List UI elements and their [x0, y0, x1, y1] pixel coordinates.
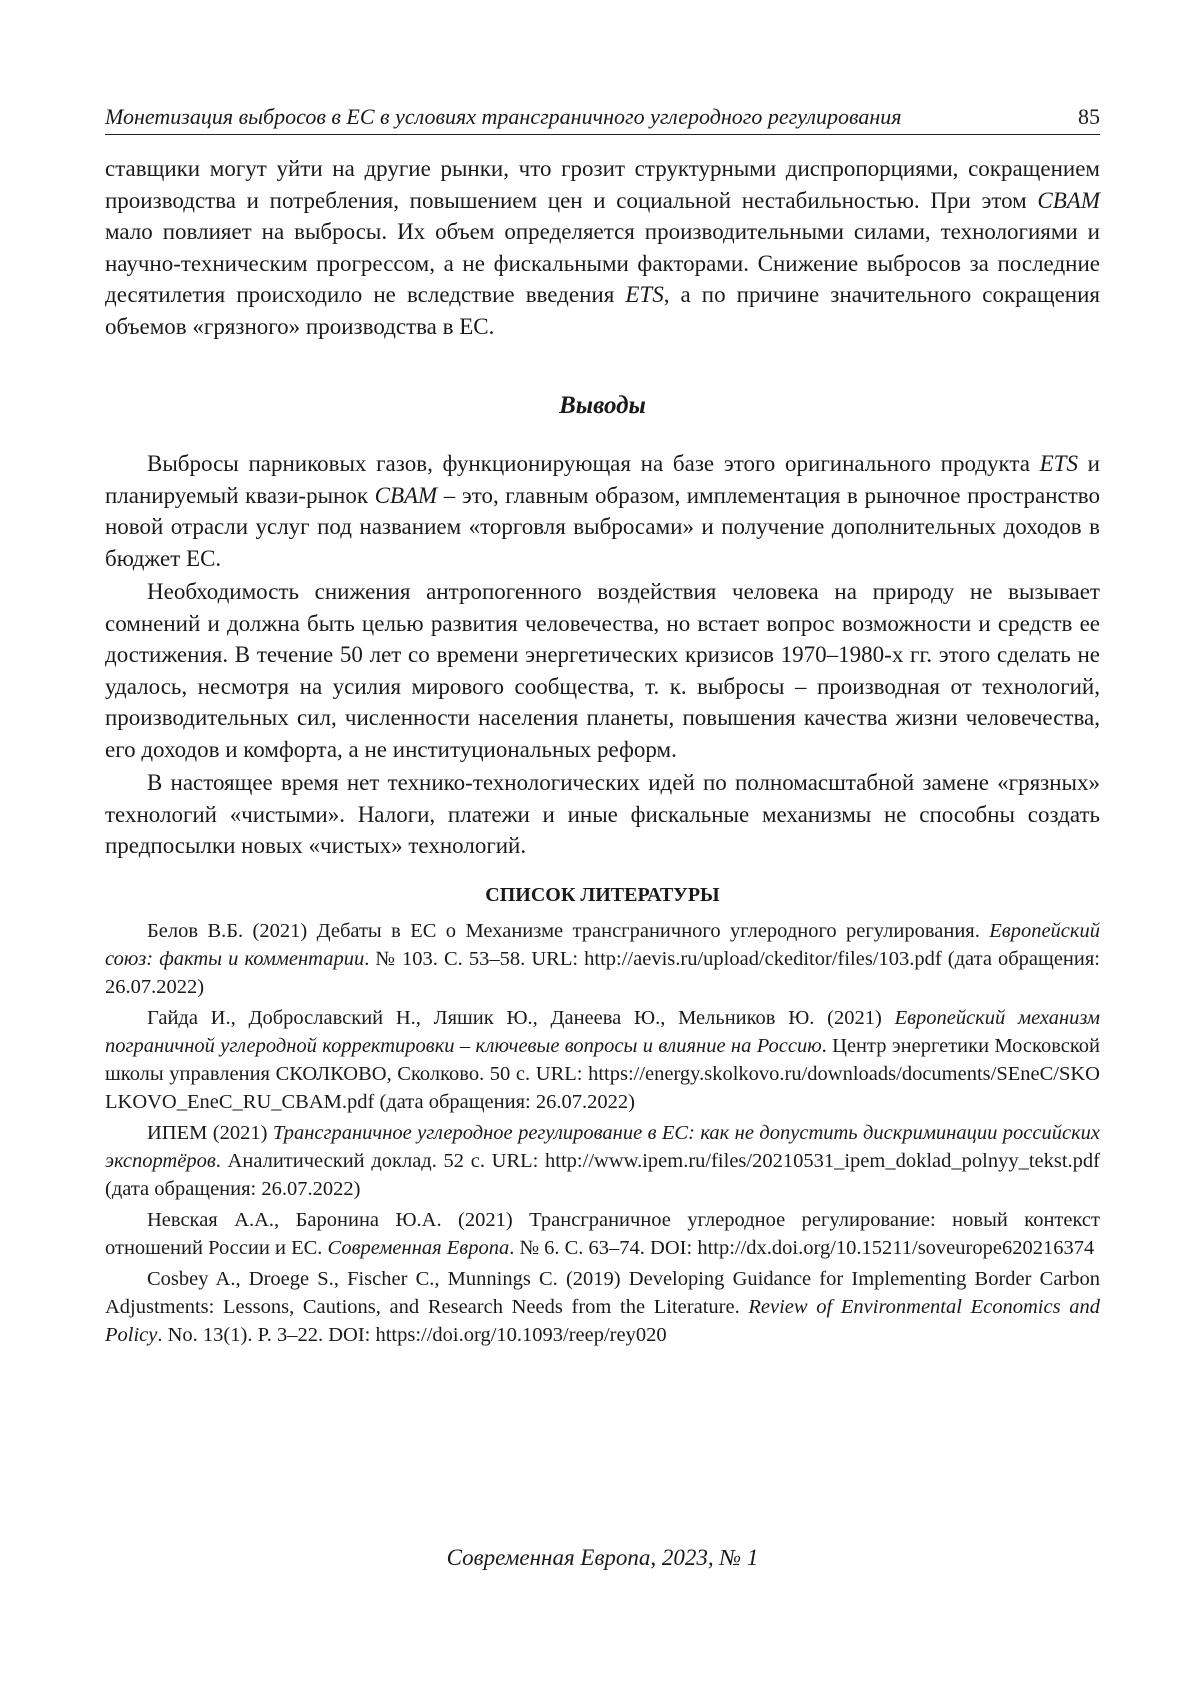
- conclusions-paragraph-2: Необходимость снижения антропогенного воздействия человека на природу не вызывает сомнений и должна быть целью развития человечества, но встает вопрос возможности и средств ее достижения. В течение 50 лет со времени энергетических кризисов 1970–1980-х гг. этого сделать не удалось, несмотря на усилия мирового сообщества, т. к. выбросы – производная от технологий, производительных сил, численности населения планеты, повышения качества жизни человечества, его доходов и комфорта, а не институциональных реформ.: [105, 579, 1100, 762]
- ref-2-authors: Гайда И., Доброславский Н., Ляшик Ю., Данеева Ю., Мельников Ю. (2021): [147, 1007, 895, 1029]
- ref-2-details: . Центр энергетики Московской школы управления СКОЛКОВО, Сколково. 50 с. URL: https://energy.skolkovo.ru/downloads/documents/SEneC/SKOLKOVO_EneC_RU_CBAM.pdf (дата обращения: 26.07.2022): [105, 1035, 1101, 1113]
- conclusions-p1-text-a: Выбросы парниковых газов, функционирующая на базе этого оригинального продукта: [147, 451, 1040, 476]
- intro-cbam: CBAM: [1037, 187, 1100, 213]
- ref-5-authors: Cosbey A., Droege S., Fischer C., Munnings C. (2019) Developing Guidance for Implementing Border Carbon Adjustments: Lessons, Cautions, and Research Needs from the Literature.: [105, 1268, 1100, 1318]
- ref-5-source: Review of Environmental Economics and Policy: [105, 1296, 1100, 1346]
- references-list: [105, 917, 1100, 1352]
- intro-text: [105, 153, 1100, 344]
- conclusions-paragraph-3: В настоящее время нет технико-технологических идей по полномасштабной замене «грязных» технологий «чистыми». Налоги, платежи и иные фискальные механизмы не способны создать предпосылки новых «чистых» технологий.: [105, 770, 1100, 858]
- intro-ets: ETS: [625, 282, 664, 307]
- ref-4-authors: Невская А.А., Баронина Ю.А. (2021) Трансграничное углеродное регулирование: новый контекст отношений России и ЕС.: [105, 1209, 1100, 1259]
- reference-item: [105, 1265, 1100, 1349]
- reference-item: [105, 1206, 1100, 1262]
- ref-4-details: . № 6. С. 63–74. DOI: http://dx.doi.org/10.15211/soveurope620216374: [509, 1237, 1095, 1259]
- references-heading: СПИСОК ЛИТЕРАТУРЫ: [485, 884, 720, 906]
- running-head-title: Монетизация выбросов в ЕС в условиях трансграничного углеродного регулирования: [105, 104, 902, 129]
- ref-3-authors: ИПЕМ (2021): [147, 1122, 273, 1144]
- conclusions-paragraph-1: [105, 448, 1100, 574]
- reference-item: [105, 1119, 1100, 1203]
- conclusions-text: [105, 448, 1100, 864]
- ref-1-details: . № 103. С. 53–58. URL: http://aevis.ru/upload/ckeditor/files/103.pdf (дата обращения: 26.07.2022): [105, 948, 1100, 998]
- ref-1-authors: Белов В.Б. (2021) Дебаты в ЕС о Механизме трансграничного углеродного регулирования.: [147, 920, 990, 942]
- conclusions-p1-text-b: и планируемый квази-рынок: [105, 451, 1100, 508]
- journal-footer: Современная Европа, 2023, № 1: [446, 1545, 759, 1570]
- ref-4-source: Современная Европа: [327, 1237, 510, 1259]
- ref-1-source: Европейский союз: факты и комментарии: [105, 920, 1100, 970]
- running-head: [105, 104, 1100, 135]
- intro-text-2: мало повлияет на выбросы. Их объем определяется производительными силами, технологиями и научно-техническим прогрессом, а не фискальными факторами. Снижение выбросов за последние десятилетия происходило не вследствие введения: [105, 219, 1100, 307]
- page-number: 85: [1078, 104, 1100, 129]
- conclusions-p1-cbam: CBAM: [374, 482, 438, 508]
- conclusions-heading: Выводы: [559, 392, 646, 419]
- ref-5-details: . No. 13(1). P. 3–22. DOI: https://doi.org/10.1093/reep/rey020: [157, 1324, 667, 1346]
- conclusions-p1-ets: ETS: [1039, 451, 1078, 476]
- conclusions-p1-text-c: – это, главным образом, имплементация в рыночное пространство новой отрасли услуг под названием «торговля выбросами» и получение дополнительных доходов в бюджет ЕС.: [105, 482, 1100, 571]
- reference-item: [105, 917, 1100, 1001]
- intro-text-1: ставщики могут уйти на другие рынки, что грозит структурными диспропорциями, сокращением производства и потребления, повышением цен и социальной нестабильностью. При этом: [105, 156, 1100, 213]
- intro-paragraph: [105, 153, 1100, 342]
- ref-2-source: Европейский механизм пограничной углеродной корректировки – ключевые вопросы и влияние на Россию: [105, 1007, 1100, 1057]
- ref-3-source: Трансграничное углеродное регулирование в ЕС: как не допустить дискриминации российских экспортёров: [105, 1122, 1101, 1172]
- intro-text-3: , а по причине значительного сокращения объемов «грязного» производства в ЕС.: [105, 282, 1101, 339]
- reference-item: [105, 1004, 1100, 1116]
- ref-3-details: . Аналитический доклад. 52 с. URL: http://www.ipem.ru/files/20210531_ipem_doklad_polnyy_tekst.pdf (дата обращения: 26.07.2022): [105, 1150, 1100, 1200]
